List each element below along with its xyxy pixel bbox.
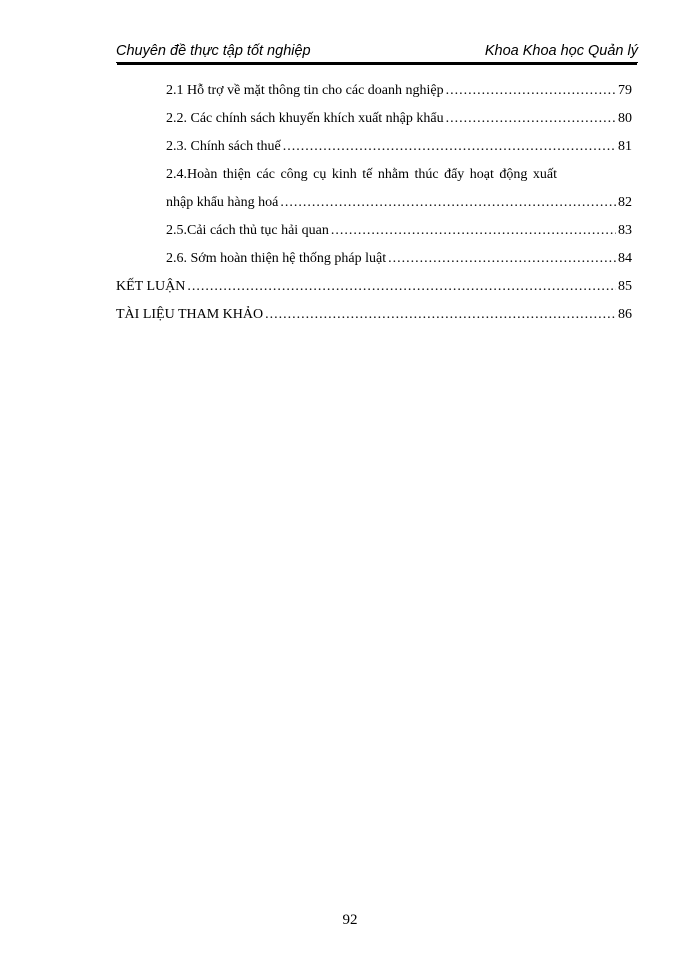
toc-entry-label: TÀI LIỆU THAM KHẢO [116, 307, 264, 322]
header-document-title: Chuyên đề thực tập tốt nghiệp [116, 43, 311, 59]
dot-leader [265, 301, 616, 329]
toc-entry-label: 2.4.Hoàn thiện các công cụ kinh tế nhằm thúc đẩy hoạt động xuất [166, 167, 558, 182]
toc-entry-2-5[interactable] [116, 217, 632, 245]
dot-leader [187, 273, 616, 301]
toc-entry-page: 80 [618, 111, 632, 126]
dot-leader [446, 105, 616, 133]
toc-entry-label: 2.5.Cải cách thủ tục hải quan [166, 223, 329, 238]
toc-entry-ket-luan[interactable] [116, 273, 632, 301]
toc-entry-2-4-line-1[interactable] [116, 161, 632, 189]
toc-entry-page: 82 [618, 195, 632, 210]
toc-entry-2-1[interactable] [116, 77, 632, 105]
dot-leader [388, 245, 616, 273]
dot-leader [283, 133, 616, 161]
toc-entry-label: nhập khẩu hàng hoá [166, 195, 279, 210]
toc-entry-label: 2.2. Các chính sách khuyến khích xuất nhập khẩu [166, 111, 444, 126]
dot-leader [331, 217, 616, 245]
dot-leader [280, 189, 616, 217]
toc-entry-2-2[interactable] [116, 105, 632, 133]
dot-leader [446, 77, 616, 105]
toc-entry-page: 81 [618, 139, 632, 154]
toc-entry-page: 79 [618, 83, 632, 98]
toc-entry-tai-lieu-tham-khao[interactable] [116, 301, 632, 329]
toc-entry-page: 85 [618, 279, 632, 294]
toc-entry-2-4-line-2[interactable] [116, 189, 632, 217]
toc-entry-2-3[interactable] [116, 133, 632, 161]
toc-entry-page: 86 [618, 307, 632, 322]
toc-entry-label: 2.6. Sớm hoàn thiện hệ thống pháp luật [166, 251, 387, 266]
toc-entry-label: 2.3. Chính sách thuế [166, 139, 281, 154]
toc-entry-label: KẾT LUẬN [116, 279, 186, 294]
toc-entry-page: 83 [618, 223, 632, 238]
toc-entry-page: 84 [618, 251, 632, 266]
header-faculty-name: Khoa Khoa học Quản lý [484, 43, 638, 59]
table-of-contents [116, 77, 632, 329]
toc-entry-label: 2.1 Hỗ trợ về mặt thông tin cho các doanh nghiệp [166, 83, 444, 98]
toc-entry-2-6[interactable] [116, 245, 632, 273]
page-number: 92 [342, 912, 358, 928]
page-header [116, 40, 638, 63]
